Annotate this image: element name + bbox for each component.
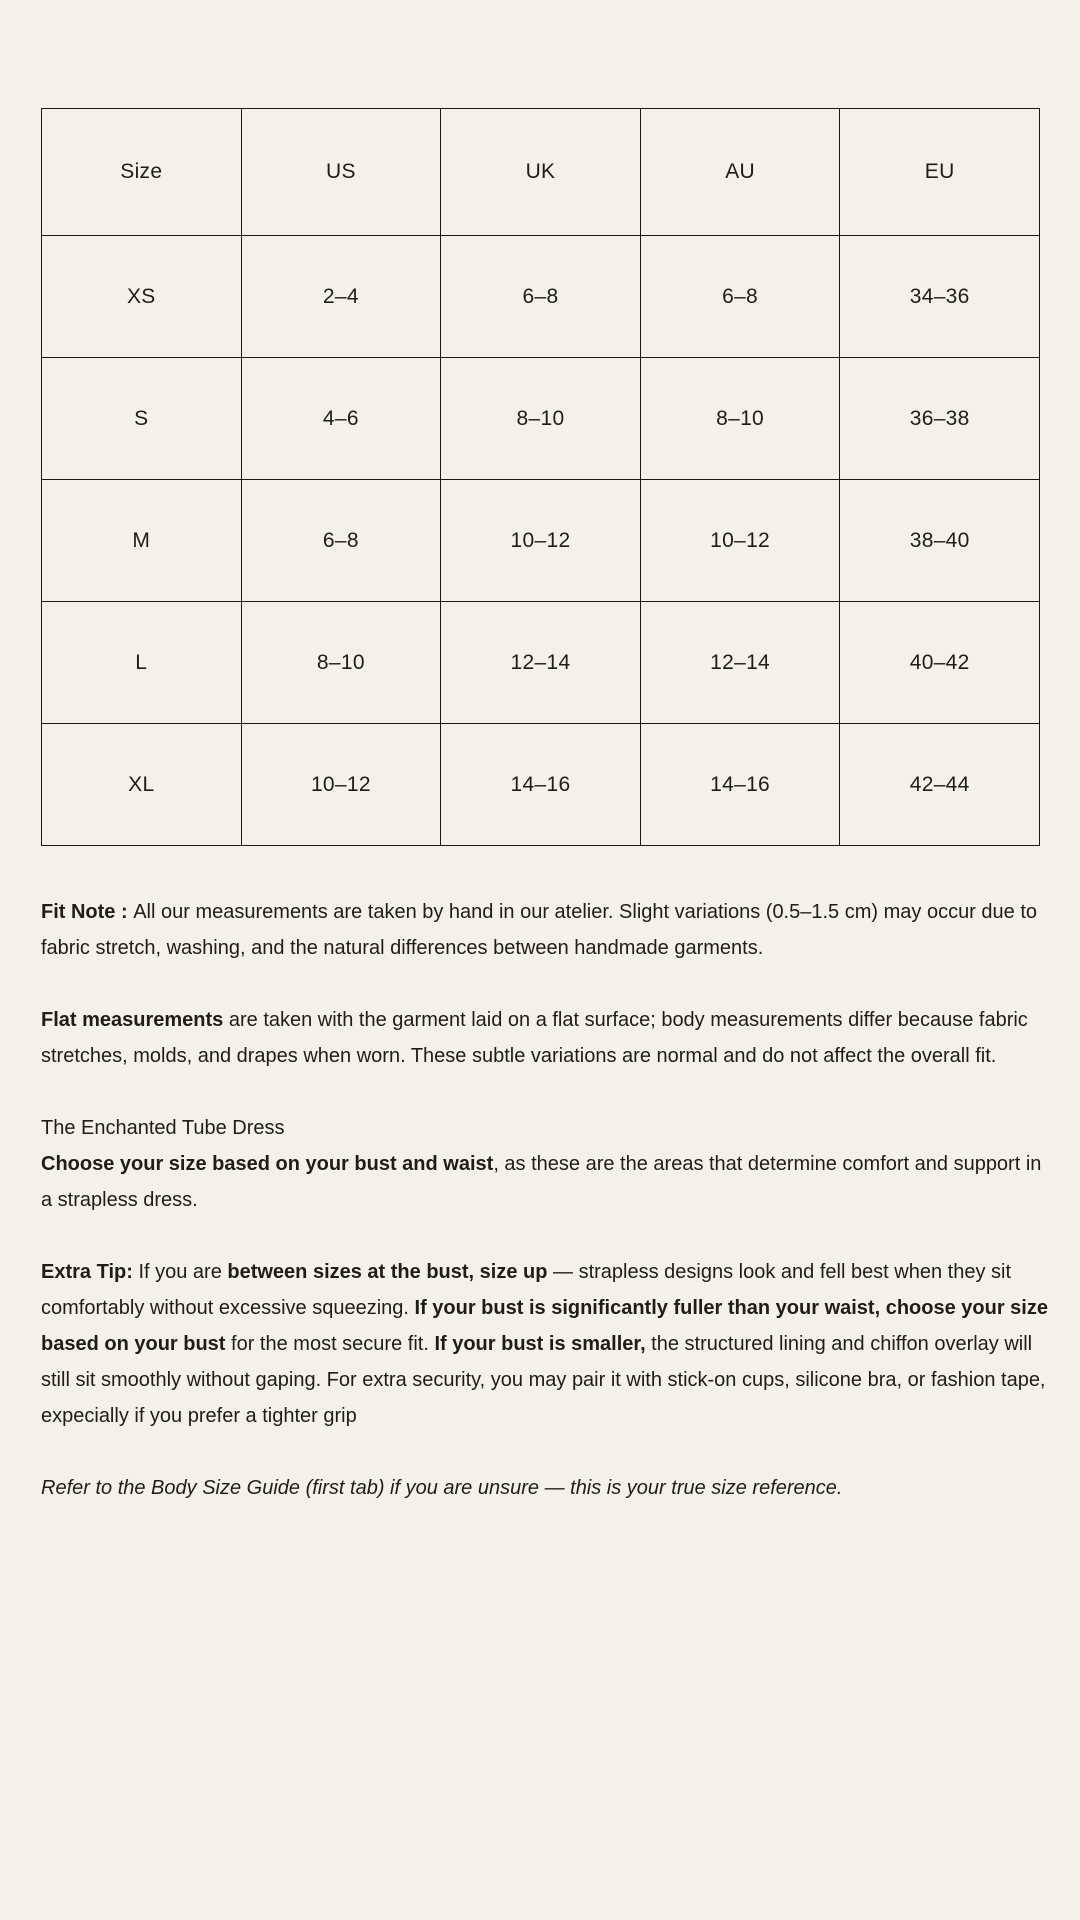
table-row-s (42, 358, 1040, 480)
uk-value: 14–16 (441, 724, 641, 846)
eu-value: 42–44 (840, 724, 1040, 846)
flat-measurements-label: Flat measurements (41, 1009, 224, 1031)
extra-tip-segment: If your bust is significantly fuller than your waist, choose your size based on your bust (41, 1297, 1048, 1355)
extra-tip-segment: If you are (138, 1261, 228, 1283)
size-chart-table (41, 108, 1040, 846)
uk-value: 10–12 (441, 480, 641, 602)
dress-bold-text: Choose your size based on your bust and waist (41, 1153, 494, 1175)
flat-measurements-text: are taken with the garment laid on a flat surface; body measurements differ because fabric stretches, molds, and drapes when worn. These subtle variations are normal and do not affect the overall fit. (41, 1009, 1028, 1067)
extra-tip-label: Extra Tip: (41, 1261, 139, 1283)
column-header-size: Size (42, 109, 242, 236)
column-header-us: US (241, 109, 441, 236)
eu-value: 38–40 (840, 480, 1040, 602)
uk-value: 12–14 (441, 602, 641, 724)
flat-measurements-paragraph (41, 1002, 1048, 1074)
extra-tip-paragraph (41, 1254, 1048, 1434)
uk-value: 6–8 (441, 236, 641, 358)
table-header-row (42, 109, 1040, 236)
fit-note-text: All our measurements are taken by hand in our atelier. Slight variations (0.5–1.5 cm) may occur due to fabric stretch, washing, and the natural differences between handmade garments. (41, 901, 1038, 959)
us-value: 2–4 (241, 236, 441, 358)
size-label: L (42, 602, 242, 724)
table-row-m (42, 480, 1040, 602)
extra-tip-segment: If your bust is smaller, (434, 1333, 646, 1355)
uk-value: 8–10 (441, 358, 641, 480)
extra-tip-segment: the structured lining and chiffon overlay will still sit smoothly without gaping. For extra security, you may pair it with stick-on cups, silicone bra, or fashion tape, expecially if you prefer a tighter grip (41, 1333, 1046, 1427)
size-label: XS (42, 236, 242, 358)
au-value: 14–16 (640, 724, 840, 846)
size-label: M (42, 480, 242, 602)
extra-tip-segment: between sizes at the bust, size up (227, 1261, 548, 1283)
column-header-uk: UK (441, 109, 641, 236)
us-value: 4–6 (241, 358, 441, 480)
dress-title: The Enchanted Tube Dress (41, 1117, 285, 1139)
body-size-guide-reference: Refer to the Body Size Guide (first tab) if you are unsure — this is your true size reference. (41, 1477, 843, 1499)
fit-note-label: Fit Note : (41, 901, 134, 923)
table-row-l (42, 602, 1040, 724)
fit-notes-section (41, 894, 1048, 1506)
eu-value: 34–36 (840, 236, 1040, 358)
size-label: S (42, 358, 242, 480)
table-row-xs (42, 236, 1040, 358)
size-guide-content (41, 108, 1048, 1506)
size-label: XL (42, 724, 242, 846)
fit-note-paragraph (41, 894, 1048, 966)
column-header-au: AU (640, 109, 840, 236)
us-value: 6–8 (241, 480, 441, 602)
au-value: 10–12 (640, 480, 840, 602)
table-row-xl (42, 724, 1040, 846)
dress-text: , as these are the areas that determine comfort and support in a strapless dress. (41, 1153, 1042, 1211)
eu-value: 36–38 (840, 358, 1040, 480)
au-value: 6–8 (640, 236, 840, 358)
dress-sizing-paragraph (41, 1110, 1048, 1218)
us-value: 10–12 (241, 724, 441, 846)
extra-tip-segment: for the most secure fit. (225, 1333, 435, 1355)
column-header-eu: EU (840, 109, 1040, 236)
us-value: 8–10 (241, 602, 441, 724)
au-value: 12–14 (640, 602, 840, 724)
au-value: 8–10 (640, 358, 840, 480)
eu-value: 40–42 (840, 602, 1040, 724)
extra-tip-segment: — strapless designs look and fell best when they sit comfortably without excessive squeezing. (41, 1261, 1012, 1319)
